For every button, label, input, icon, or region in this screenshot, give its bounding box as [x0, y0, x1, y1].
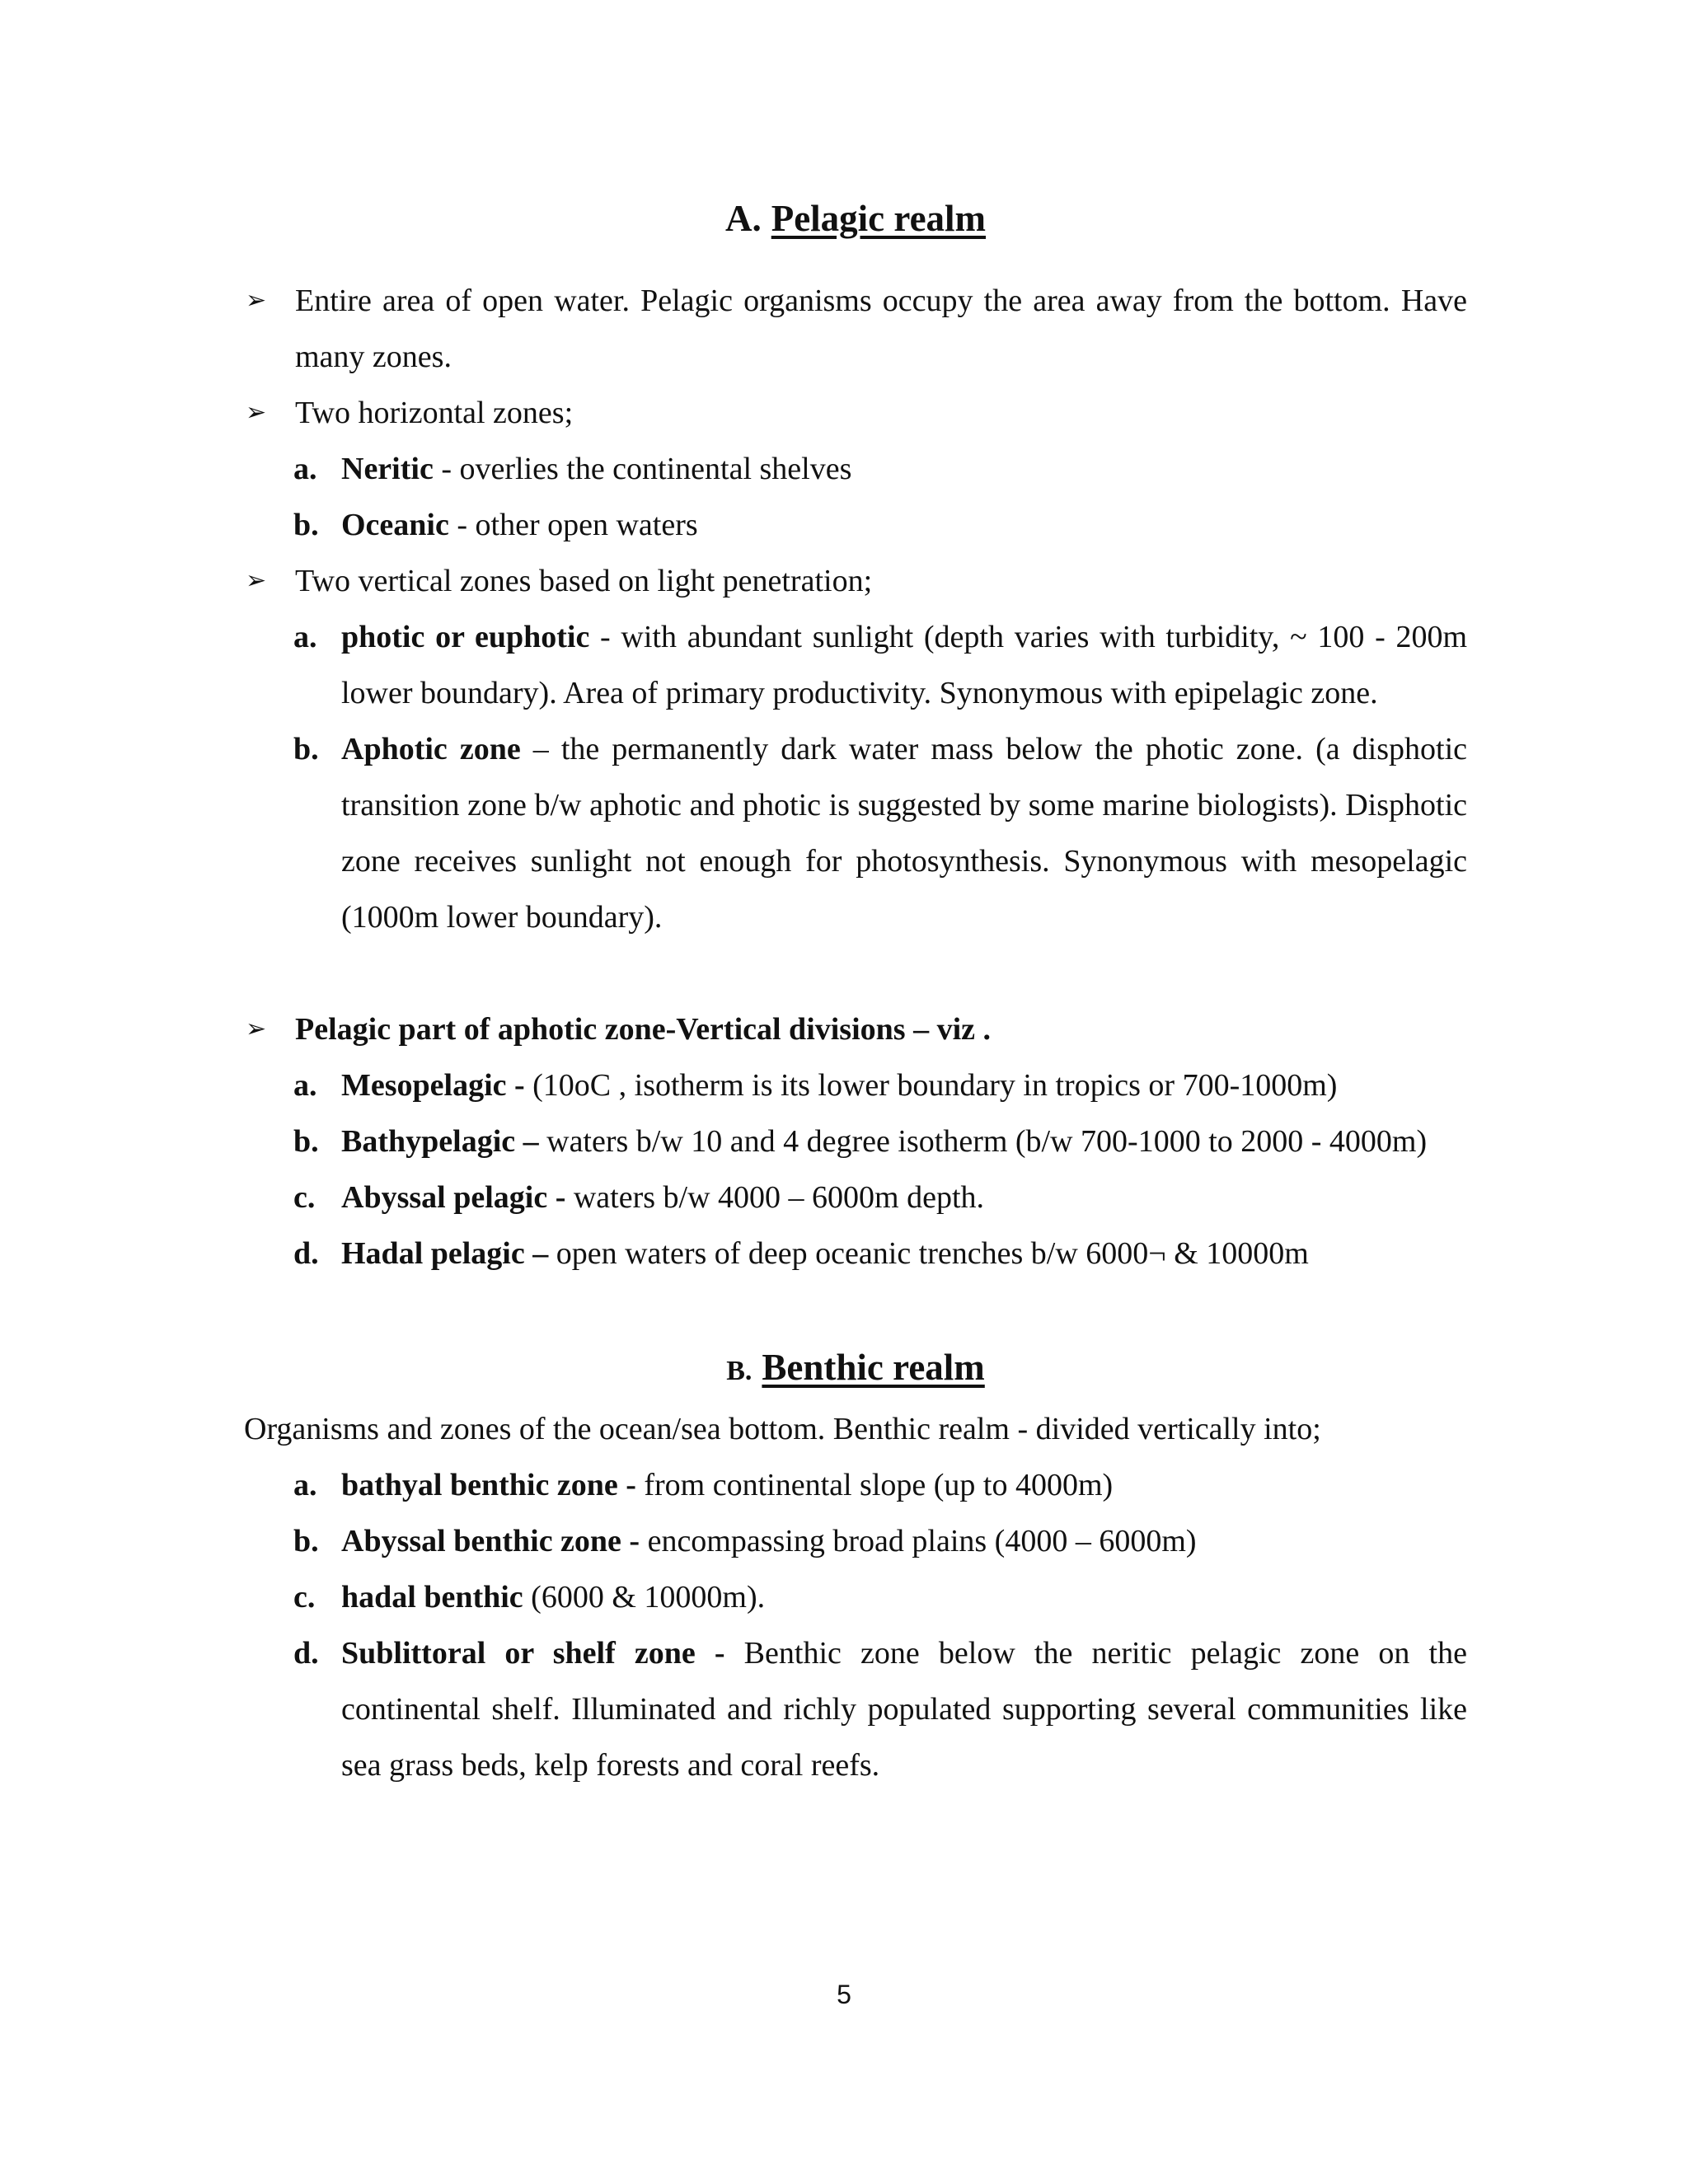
section-a-heading [244, 194, 1467, 243]
page-number: 5 [837, 1980, 851, 2009]
section-b-title: Benthic realm [762, 1347, 985, 1388]
list-item [244, 1057, 1467, 1113]
item-term: bathyal benthic zone - [341, 1468, 636, 1502]
item-term: Abyssal benthic zone - [341, 1524, 640, 1558]
item-label: d. [293, 1236, 319, 1271]
item-label: c. [293, 1580, 316, 1615]
item-desc: - overlies the continental shelves [433, 452, 852, 486]
page-content [244, 0, 1467, 1793]
item-label: b. [293, 1124, 319, 1159]
item-label: d. [293, 1636, 319, 1671]
bullet-text: Entire area of open water. Pelagic organisms occupy the area away from the bottom. Have many zones. [295, 284, 1467, 374]
item-desc: open waters of deep oceanic trenches b/w 6000¬ & 10000m [548, 1236, 1309, 1271]
item-term: Mesopelagic - [341, 1068, 525, 1103]
list-item [244, 441, 1467, 497]
item-term: Aphotic zone [341, 732, 521, 766]
section-b-letter: B. [726, 1356, 753, 1386]
bullet-text: Pelagic part of aphotic zone-Vertical divisions – viz . [295, 1012, 991, 1047]
item-label: a. [293, 1468, 317, 1502]
item-label: a. [293, 1068, 317, 1103]
item-label: a. [293, 452, 317, 486]
bullet-open-water [244, 273, 1467, 385]
item-term: Abyssal pelagic - [341, 1180, 566, 1215]
list-item [244, 1457, 1467, 1513]
arrow-bullet-icon: ➢ [246, 567, 267, 594]
list-item [244, 1569, 1467, 1625]
list-item [244, 497, 1467, 553]
bullet-vertical-zones [244, 553, 1467, 609]
list-item [244, 1113, 1467, 1169]
item-term: Hadal pelagic – [341, 1236, 549, 1271]
section-a-title: Pelagic realm [771, 198, 987, 239]
list-item [244, 1226, 1467, 1282]
list-item [244, 1513, 1467, 1569]
arrow-bullet-icon: ➢ [246, 287, 267, 314]
list-item [244, 1625, 1467, 1793]
item-term: Bathypelagic – [341, 1124, 539, 1159]
item-label: b. [293, 1524, 319, 1558]
item-label: b. [293, 732, 319, 766]
item-label: c. [293, 1180, 316, 1215]
item-desc: - other open waters [448, 508, 698, 542]
list-item [244, 1169, 1467, 1226]
item-desc: waters b/w 10 and 4 degree isotherm (b/w 700-1000 to 2000 - 4000m) [538, 1124, 1428, 1159]
item-desc: Benthic zone below the neritic pelagic zone on the continental shelf. Illuminated and richly populated supporting several communities like sea grass beds, kelp forests and coral reefs. [341, 1636, 1467, 1783]
section-b-heading [244, 1343, 1467, 1396]
item-desc: (6000 & 10000m). [523, 1580, 766, 1615]
item-term: hadal benthic [341, 1580, 523, 1615]
section-b-intro: Organisms and zones of the ocean/sea bottom. Benthic realm - divided vertically into; [244, 1412, 1321, 1446]
item-term: Sublittoral or shelf zone - [341, 1636, 725, 1671]
item-term: Oceanic [341, 508, 449, 542]
bullet-text: Two horizontal zones; [295, 396, 574, 430]
item-desc: – the permanently dark water mass below the photic zone. (a disphotic transition zone b/w aphotic and photic is suggested by some marine biologists). Disphotic zone receives sunlight not enough for photosynthesis. Synonymous with mesopelagic (1000m lower boundary). [341, 732, 1468, 935]
item-desc: (10oC , isotherm is its lower boundary in tropics or 700-1000m) [524, 1068, 1338, 1103]
bullet-horizontal-zones [244, 385, 1467, 441]
item-desc: from continental slope (up to 4000m) [635, 1468, 1114, 1502]
item-desc: - with abundant sunlight (depth varies with turbidity, ~ 100 - 200m lower boundary). Area of primary productivity. Synonymous with epipelagic zone. [341, 620, 1467, 710]
list-item [244, 721, 1467, 945]
arrow-bullet-icon: ➢ [246, 1015, 267, 1043]
item-label: b. [293, 508, 319, 542]
list-item [244, 609, 1467, 721]
bullet-text: Two vertical zones based on light penetration; [295, 564, 873, 598]
item-label: a. [293, 620, 317, 654]
item-desc: encompassing broad plains (4000 – 6000m) [640, 1524, 1197, 1558]
bullet-aphotic-divisions [244, 1001, 1467, 1057]
item-term: photic or euphotic [341, 620, 590, 654]
item-desc: waters b/w 4000 – 6000m depth. [565, 1180, 985, 1215]
item-term: Neritic [341, 452, 434, 486]
arrow-bullet-icon: ➢ [246, 399, 267, 426]
section-a-letter: A. [724, 198, 762, 239]
